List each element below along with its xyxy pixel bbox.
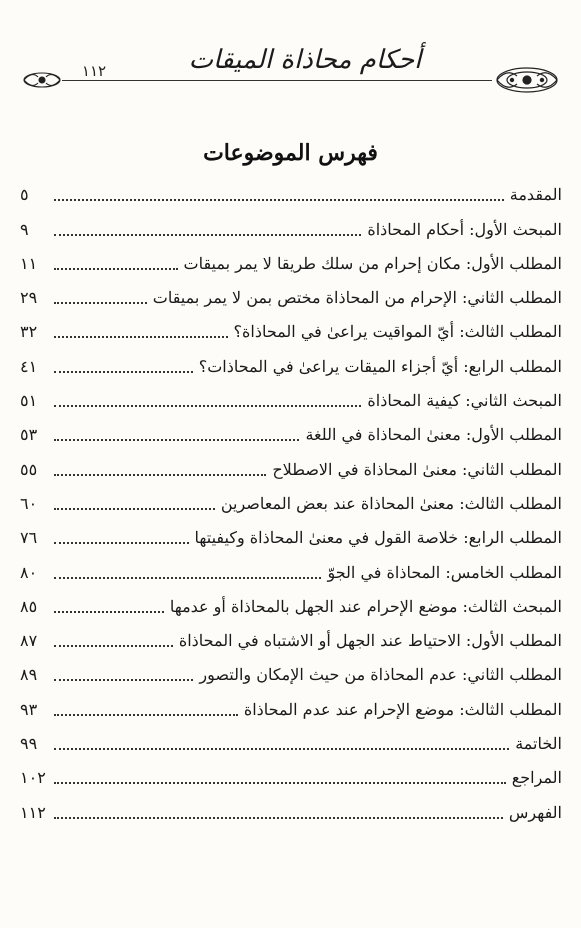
toc-dot-leader bbox=[54, 405, 361, 407]
toc-entry bbox=[20, 275, 562, 309]
header-rule bbox=[62, 80, 492, 81]
toc-entry-page: ١٠٢ bbox=[20, 768, 46, 788]
toc-entry-label: المطلب الأول: مكان إحرام من سلك طريقا لا يمر بميقات bbox=[183, 253, 562, 273]
toc-dot-leader bbox=[54, 439, 299, 441]
toc-entry-label: المطلب الثالث: معنىٰ المحاذاة عند بعض المعاصرين bbox=[220, 493, 562, 513]
toc-list bbox=[20, 172, 562, 824]
toc-entry-page: ٤١ bbox=[20, 356, 38, 376]
toc-entry-page: ٥٣ bbox=[20, 425, 38, 445]
toc-entry-page: ٩٩ bbox=[20, 734, 38, 754]
toc-entry bbox=[20, 549, 562, 583]
toc-entry-label: المطلب الخامس: المحاذاة في الجوّ bbox=[327, 562, 562, 582]
toc-entry-label: الفهرس bbox=[508, 802, 562, 822]
toc-entry bbox=[20, 412, 562, 446]
toc-entry bbox=[20, 481, 562, 515]
toc-entry bbox=[20, 755, 562, 789]
toc-dot-leader bbox=[54, 679, 193, 681]
toc-entry-label: المطلب الثالث: موضع الإحرام عند عدم المحاذاة bbox=[243, 699, 562, 719]
toc-entry bbox=[20, 309, 562, 343]
toc-entry-label: الخاتمة bbox=[515, 734, 562, 754]
toc-entry-label: المقدمة bbox=[509, 185, 562, 205]
toc-dot-leader bbox=[54, 508, 215, 510]
toc-entry-page: ٢٩ bbox=[20, 288, 38, 308]
toc-entry bbox=[20, 686, 562, 720]
toc-entry-page: ٥١ bbox=[20, 391, 38, 411]
running-title: أحكام محاذاة الميقات bbox=[188, 45, 422, 75]
floral-ornament-icon bbox=[492, 58, 562, 102]
toc-dot-leader bbox=[54, 748, 509, 750]
toc-entry-page: ٩ bbox=[20, 219, 29, 239]
toc-dot-leader bbox=[54, 577, 321, 579]
toc-entry-label: المطلب الثاني: معنىٰ المحاذاة في الاصطلاح bbox=[272, 459, 562, 479]
toc-dot-leader bbox=[54, 474, 266, 476]
running-header bbox=[0, 40, 581, 84]
toc-dot-leader bbox=[54, 817, 503, 819]
toc-entry-page: ٨٧ bbox=[20, 631, 38, 651]
toc-entry-page: ٦٠ bbox=[20, 493, 38, 513]
toc-dot-leader bbox=[54, 234, 361, 236]
toc-dot-leader bbox=[54, 268, 178, 270]
toc-entry bbox=[20, 206, 562, 240]
page-number: ١١٢ bbox=[81, 62, 107, 80]
toc-entry bbox=[20, 446, 562, 480]
toc-entry-label: المبحث الثالث: موضع الإحرام عند الجهل بالمحاذاة أو عدمها bbox=[169, 596, 562, 616]
toc-entry-label: المطلب الأول: الاحتياط عند الجهل أو الاشتباه في المحاذاة bbox=[178, 631, 562, 651]
toc-dot-leader bbox=[54, 645, 173, 647]
toc-dot-leader bbox=[54, 542, 189, 544]
toc-entry-page: ٥ bbox=[20, 185, 29, 205]
toc-heading: فهرس الموضوعات bbox=[203, 140, 378, 166]
toc-entry bbox=[20, 721, 562, 755]
toc-entry-label: المطلب الرابع: خلاصة القول في معنىٰ المحاذاة وكيفيتها bbox=[194, 528, 562, 548]
toc-dot-leader bbox=[54, 782, 506, 784]
toc-entry bbox=[20, 343, 562, 377]
toc-entry bbox=[20, 241, 562, 275]
toc-entry-label: المطلب الثاني: الإحرام من المحاذاة مختص بمن لا يمر بميقات bbox=[152, 288, 562, 308]
toc-entry-page: ٩٣ bbox=[20, 699, 38, 719]
toc-entry-page: ٣٢ bbox=[20, 322, 38, 342]
toc-entry-page: ١١ bbox=[20, 253, 38, 273]
toc-entry bbox=[20, 378, 562, 412]
toc-entry-label: المبحث الأول: أحكام المحاذاة bbox=[367, 219, 562, 239]
toc-entry bbox=[20, 515, 562, 549]
toc-entry bbox=[20, 584, 562, 618]
toc-entry-page: ٨٥ bbox=[20, 596, 38, 616]
toc-entry-page: ٨٩ bbox=[20, 665, 38, 685]
toc-dot-leader bbox=[54, 336, 228, 338]
toc-entry-label: المطلب الثالث: أيّ المواقيت يراعىٰ في المحاذاة؟ bbox=[233, 322, 562, 342]
toc-dot-leader bbox=[54, 302, 147, 304]
floral-ornament-icon bbox=[20, 68, 64, 92]
toc-entry bbox=[20, 789, 562, 823]
toc-entry-page: ١١٢ bbox=[20, 802, 46, 822]
toc-dot-leader bbox=[54, 714, 238, 716]
toc-entry-label: المراجع bbox=[511, 768, 562, 788]
toc-entry bbox=[20, 618, 562, 652]
toc-entry-label: المطلب الثاني: عدم المحاذاة من حيث الإمكان والتصور bbox=[199, 665, 562, 685]
toc-entry-label: المطلب الأول: معنىٰ المحاذاة في اللغة bbox=[305, 425, 562, 445]
toc-entry-page: ٨٠ bbox=[20, 562, 38, 582]
toc-entry-page: ٥٥ bbox=[20, 459, 38, 479]
toc-entry-page: ٧٦ bbox=[20, 528, 38, 548]
toc-entry bbox=[20, 652, 562, 686]
toc-dot-leader bbox=[54, 199, 504, 201]
toc-entry-label: المبحث الثاني: كيفية المحاذاة bbox=[367, 391, 562, 411]
toc-dot-leader bbox=[54, 611, 164, 613]
toc-dot-leader bbox=[54, 371, 193, 373]
toc-entry bbox=[20, 172, 562, 206]
toc-entry-label: المطلب الرابع: أيّ أجزاء الميقات يراعىٰ في المحاذات؟ bbox=[198, 356, 562, 376]
